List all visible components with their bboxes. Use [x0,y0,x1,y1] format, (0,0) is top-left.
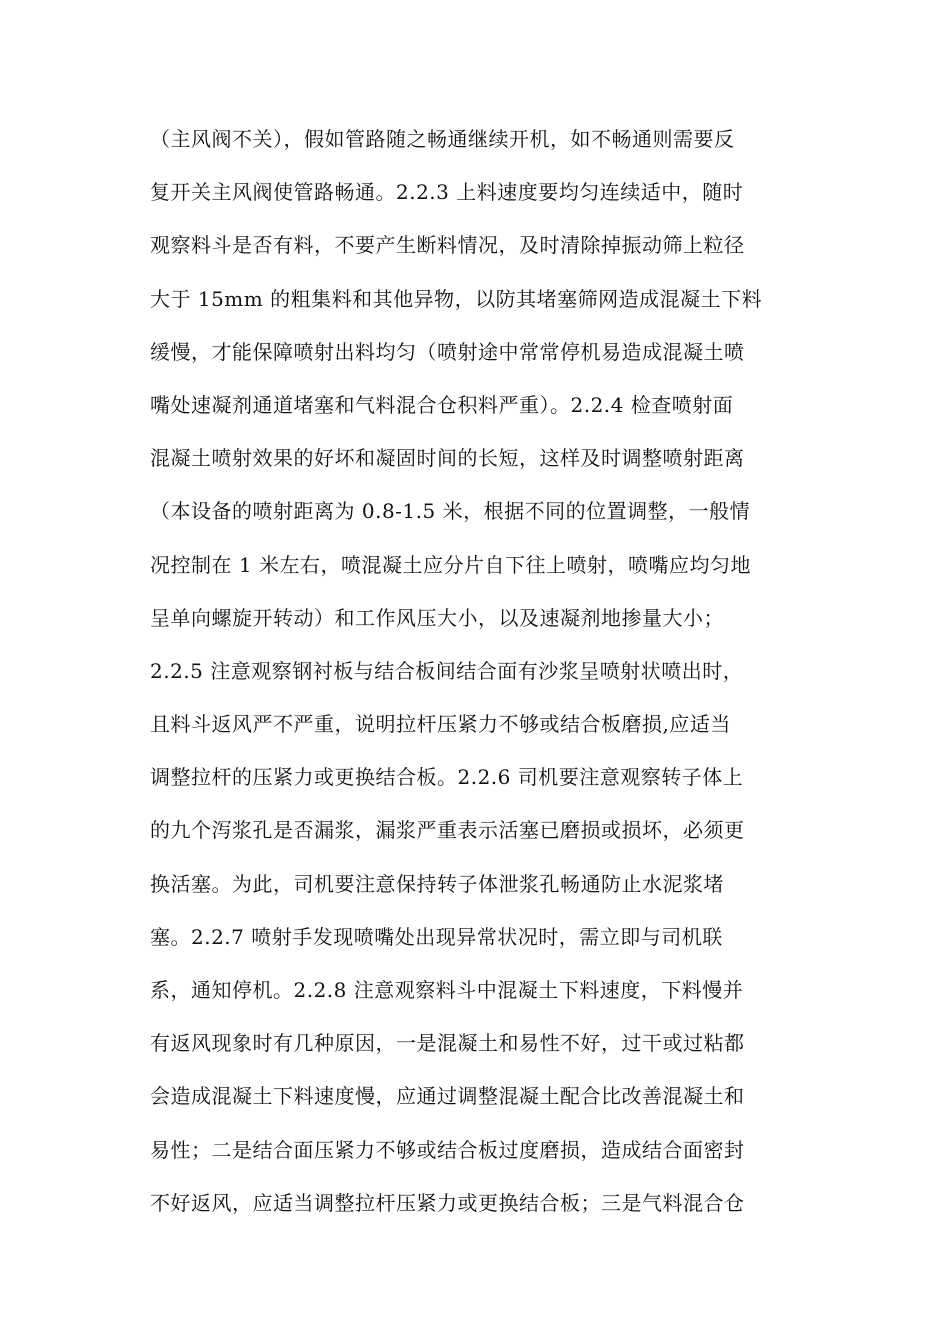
text-line: 塞。2.2.7 喷射手发现喷嘴处出现异常状况时，需立即与司机联 [150,924,723,949]
text-line: 呈单向螺旋开转动）和工作风压大小，以及速凝剂地掺量大小； [150,605,724,630]
body-text [150,113,810,1230]
text-line: 缓慢，才能保障喷射出料均匀（喷射途中常常停机易造成混凝土喷 [150,339,745,364]
text-line: 况控制在 1 米左右，喷混凝土应分片自下往上喷射，喷嘴应均匀地 [150,552,751,577]
text-line: 且料斗返风严不严重，说明拉杆压紧力不够或结合板磨损,应适当 [150,712,731,737]
text-line: 会造成混凝土下料速度慢，应通过调整混凝土配合比改善混凝土和 [150,1084,745,1109]
text-line: 嘴处速凝剂通道堵塞和气料混合仓积料严重）。2.2.4 检查喷射面 [150,392,734,417]
text-line: （本设备的喷射距离为 0.8-1.5 米，根据不同的位置调整，一般情 [150,499,751,524]
text-line: 有返风现象时有几种原因，一是混凝土和易性不好，过干或过粘都 [150,1031,745,1056]
text-line: 系，通知停机。2.2.8 注意观察料斗中混凝土下料速度，下料慢并 [150,978,744,1002]
text-line: 换活塞。为此，司机要注意保持转子体泄浆孔畅通防止水泥浆堵 [150,871,724,896]
text-line: 的九个泻浆孔是否漏浆，漏浆严重表示活塞已磨损或损坏，必须更 [150,818,745,843]
text-line: （主风阀不关），假如管路随之畅通继续开机，如不畅通则需要反 [150,127,735,151]
text-line: 观察料斗是否有料，不要产生断料情况，及时清除掉振动筛上粒径 [150,233,745,258]
text-line: 混凝土喷射效果的好坏和凝固时间的长短，这样及时调整喷射距离 [150,446,745,471]
text-line: 调整拉杆的压紧力或更换结合板。2.2.6 司机要注意观察转子体上 [150,765,744,790]
text-line: 易性；二是结合面压紧力不够或结合板过度磨损，造成结合面密封 [150,1137,745,1162]
text-line: 不好返风，应适当调整拉杆压紧力或更换结合板；三是气料混合仓 [150,1190,745,1215]
text-line: 复开关主风阀使管路畅通。2.2.3 上料速度要均匀连续适中，随时 [150,180,744,205]
text-line: 大于 15mm 的粗集料和其他异物，以防其堵塞筛网造成混凝土下料 [150,286,763,311]
text-line: 2.2.5 注意观察钢衬板与结合板间结合面有沙浆呈喷射状喷出时， [150,658,744,683]
